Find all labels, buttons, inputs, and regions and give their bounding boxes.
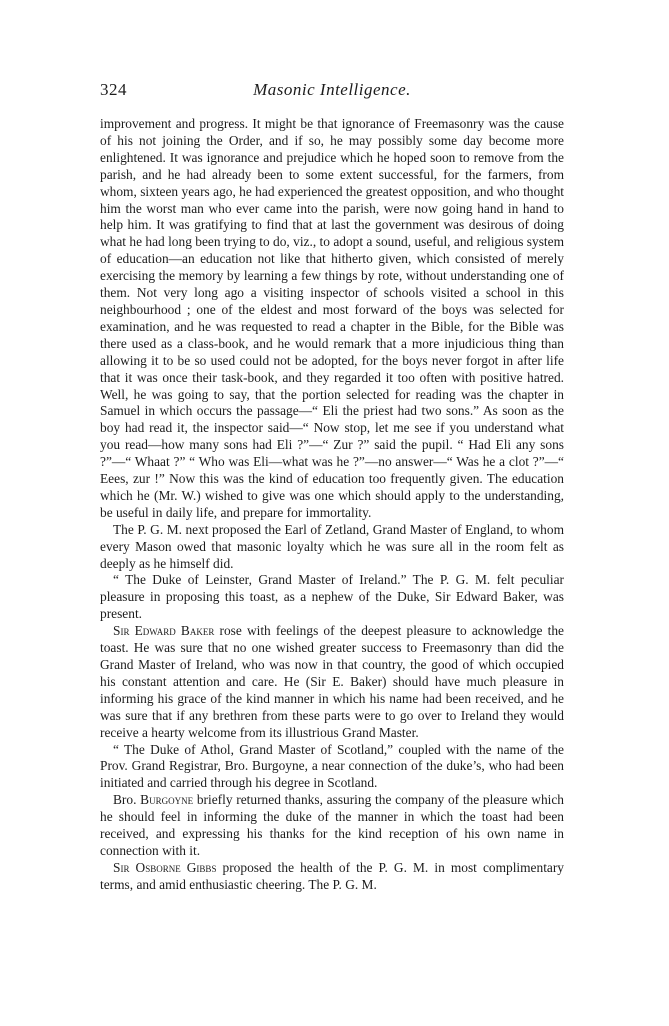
speaker-name: Sir Osborne Gibbs: [113, 859, 217, 875]
running-title: Masonic Intelligence.: [253, 80, 411, 99]
speaker-name: Sir Edward Baker: [113, 623, 215, 639]
speaker-name: Burgoyne: [140, 792, 194, 808]
paragraph-toast-leinster: “ The Duke of Leinster, Grand Master of Ireland.” The P. G. M. felt peculiar pleasure in proposing this toast, as a nephew of the Duke, Sir Edward Baker, was present.: [100, 572, 564, 622]
paragraph-education: improvement and progress. It might be that ignorance of Freemasonry was the cause of his not joining the Order, and if so, he may possibly some day become more enlightened. It was ignorance and prejudice which he hoped soon to remove from the parish, and he had already been to some extent successful, for the farmers, from whom, sixteen years ago, he had experienced the greatest opposition, and who thought him the worst man who ever came into the parish, were now going hand in hand to help him. It was gratifying to find that at last the government was desirous of doing what he had long been trying to do, viz., to adopt a sound, useful, and religious system of education—an education not like that hitherto given, which consisted of merely exercising the memory by learning a few things by rote, without understanding one of them. Not very long ago a visiting inspector of schools visited a school in this neighbourhood ; one of the eldest and most forward of the boys was selected for examination, and he was requested to read a chapter in the Bible, for the Bible was there used as a class-book, and he would remark that a more injudicious thing than allowing it to be so used could not be adopted, for the boys never forgot in after life that it was once their task-book, and they regarded it too often with positive hatred. Well, he was going to say, that the portion selected for reading was the chapter in Samuel in which occurs the passage—“ Eli the priest had two sons.” As soon as the boy had read it, the inspector said—“ Now stop, let me see if you understand what you read—how many sons had Eli ?”—“ Zur ?” said the pupil. “ Had Eli any sons ?”—“ Whaat ?” “ Who was Eli—what was he ?”—no answer—“ Was he a clot ?”—“ Eees, zur !” Now this was the kind of education too frequently given. The education which he (Mr. W.) wished to give was one which should apply to the understanding, be useful in daily life, and prepare for immortality.: [100, 116, 564, 520]
paragraph-toast-zetland: The P. G. M. next proposed the Earl of Zetland, Grand Master of England, to whom every Mason owed that masonic loyalty which he was sure all in the room felt as deeply as he himself did.: [100, 521, 564, 571]
paragraph-text: rose with feelings of the deepest pleasure to acknowledge the toast. He was sure that no one wished greater success to Freemasonry than did the Grand Master of Ireland, who was now in that country, the good of which occupied his constant attention and care. He (Sir E. Baker) should have much pleasure in informing his grace of the kind manner in which his name had been received, and he was sure that if any brethren from these parts were to go over to Ireland they would receive a hearty welcome from its illustrious Grand Master.: [100, 623, 564, 740]
running-head: [100, 80, 564, 106]
paragraph-text: proposed the health of the P. G. M. in most complimentary terms, and amid enthusiastic cheering. The P. G. M.: [100, 859, 565, 892]
body-text: [100, 116, 564, 894]
paragraph-baker-reply: [100, 623, 564, 741]
paragraph-burgoyne-reply: [100, 792, 564, 860]
paragraph-gibbs-toast: [100, 860, 564, 894]
book-page: [100, 80, 564, 894]
speaker-prefix: Bro.: [113, 792, 141, 808]
paragraph-text: briefly returned thanks, assuring the company of the pleasure which he should feel in informing the duke of the manner in which the toast had been received, and expressing his thanks for the kind reception of his own name in connection with it.: [100, 792, 565, 858]
page-number: 324: [100, 80, 127, 99]
paragraph-toast-athol: “ The Duke of Athol, Grand Master of Scotland,” coupled with the name of the Prov. Grand Registrar, Bro. Burgoyne, a near connection of the duke’s, who had been initiated and carried through his degree in Scotland.: [100, 741, 564, 791]
